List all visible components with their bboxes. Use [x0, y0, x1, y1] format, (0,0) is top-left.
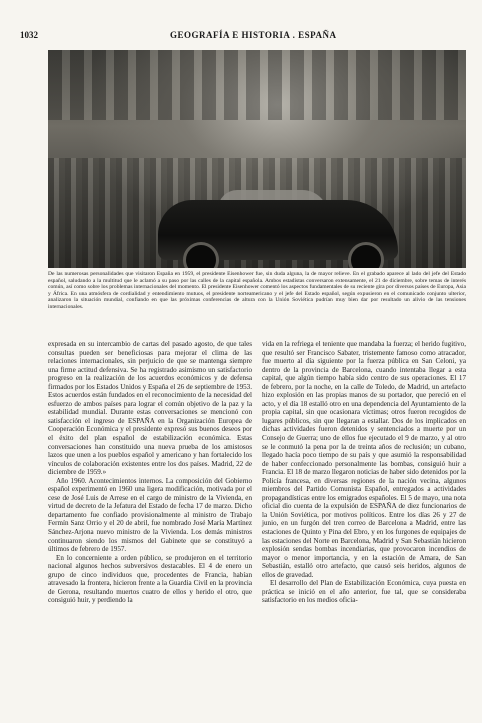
photo-trees: [48, 50, 466, 120]
left-paragraph-1: expresada en su intercambio de cartas del pasado agosto, de que tales consultas pueden ser beneficiosas para mejorar el clima de las relaciones internacionales, sin perjuicio de que se mantenga siempre una firme actitud defensiva. Se ha registrado asimismo un satisfactorio progreso en la realización de los acuerdos económicos y de defensa firmados por los Estados Unidos y España el 26 de septiembre de 1953. Estos acuerdos están fundados en el reconocimiento de la necesidad del esfuerzo de ambos países para lograr el común objetivo de la paz y la estabilidad mundial. Durante estas conversaciones se mencionó con satisfacción el ingreso de ESPAÑA en la Organización Europea de Cooperación Económica y el presidente expresó sus buenos deseos por el éxito del plan español de estabilización económica. Estas conversaciones han constituido una nueva prueba de los amistosos lazos que unen a los pueblos español y americano y han fortalecido los vínculos de colaboración existentes entre los dos países. Madrid, 22 de diciembre de 1959.»: [48, 340, 252, 477]
text-columns: [48, 340, 466, 710]
right-paragraph-2: El desarrollo del Plan de Estabilización Económica, cuya puesta en práctica se inició en el año anterior, fue tal, que se consideraba satisfactorio en los medios oficia-: [262, 579, 466, 605]
left-column: [48, 340, 252, 710]
photo-caption: De las numerosas personalidades que visitaron España en 1959, el presidente Eisenhower fue, sin duda alguna, la de mayor relieve. En el grabado aparece al lado del jefe del Estado español, saludando a la multitud que le aclamó a su paso por las calles de la capital española. Ambos estadistas conversaron extensamente, el 21 de diciembre, sobre temas de interés común, así como sobre los problemas internacionales del momento. El presidente Eisenhower comentó los aspectos fundamentales de su reciente gira por diversos países de Europa, Asia y África. En una atmósfera de cordialidad y entendimiento mutuos, el presidente norteamericano y el jefe del Estado español, según expusieron en el comunicado conjunto ulterior, analizaron la situación mundial, confiando en que las próximas conferencias de altura con la Unión Soviética pudrían muy bien dar por resultado un alivio de las tensiones internacionales.: [48, 271, 466, 310]
left-paragraph-3: En lo concerniente a orden público, se produjeron en el territorio nacional algunos hechos subversivos destacables. El 4 de enero un grupo de cinco individuos que, procedentes de Francia, habían atravesado la frontera, hicieron frente a la Guardia Civil en la provincia de Gerona, resultando muertos cuatro de ellos y herido el otro, que consiguió huir, y perdiendo la: [48, 553, 252, 605]
photograph: [48, 50, 466, 268]
right-paragraph-1: vida en la refriega el teniente que mandaba la fuerza; el herido fugitivo, que resultó ser Francisco Sabater, tristemente famoso como atracador, fue muerto al día siguiente por la fuerza pública en San Celoni, ya dentro de la provincia de Barcelona, cuando intentaba llegar a esta capital, que algún tiempo había sido centro de sus operaciones. El 17 de febrero, por la noche, en la calle de Toledo, de Madrid, un artefacto hizo explosión en las propias manos de su portador, que pereció en el acto, y el día 18 estalló otro en una dependencia del Ayuntamiento de la propia capital, sin que ocasionara víctimas; otros fueron recogidos de lugares públicos, sin que llegaran a estallar. Dos de los implicados en dichas actividades fueron detenidos y sentenciados a muerte por un Consejo de Guerra; uno de ellos fue ejecutado el 9 de marzo, y al otro se le conmutó la pena por la de treinta años de reclusión; un cubano, llegado hacía poco tiempo de su país y que asumió la responsabilidad de haber confeccionado personalmente las bombas, consiguió huir a Francia. El 18 de marzo llegaron noticias de haber sido detenidos por la Policía francesa, en diversas regiones de la nación vecina, algunos miembros del Partido Comunista Español, entregados a actividades propagandísticas entre los emigrados españoles. El 5 de mayo, una nota oficial dio cuenta de la expulsión de ESPAÑA de diez funcionarios de la Unión Soviética, por motivos políticos. Entre los días 26 y 27 de junio, en un furgón del tren correo de Barcelona a Madrid, entre las estaciones de Quinto y Pina del Ebro, y en los furgones de equipajes de las estaciones del Norte en Barcelona, Madrid y San Sebastián hicieron explosión sendas bombas incendiarias, que provocaron incendios de mayor o menor importancia, y en la estación de Amara, de San Sebastián, estalló otro artefacto, que causó seis heridos, algunos de ellos de gravedad.: [262, 340, 466, 579]
left-paragraph-2: Año 1960. Acontecimientos internos. La composición del Gobierno español experimentó en 1960 una ligera modificación, motivada por el cese de José Luis de Arrese en el cargo de ministro de la Vivienda, en virtud de decreto de la Jefatura del Estado de fecha 17 de marzo. Dicho departamento fue confiado provisionalmente al ministro de Trabajo Fermín Sanz Orrio y el 20 de abril, fue nombrado José María Martínez Sánchez-Arjona nuevo ministro de la Vivienda. Los demás ministros continuaron siendo los mismos del Gabinete que se constituyó a últimos de febrero de 1957.: [48, 476, 252, 554]
right-column: [262, 340, 466, 710]
running-title: GEOGRAFÍA E HISTORIA . ESPAÑA: [170, 30, 337, 40]
page-header: [20, 30, 464, 44]
page-number: 1032: [20, 30, 38, 40]
